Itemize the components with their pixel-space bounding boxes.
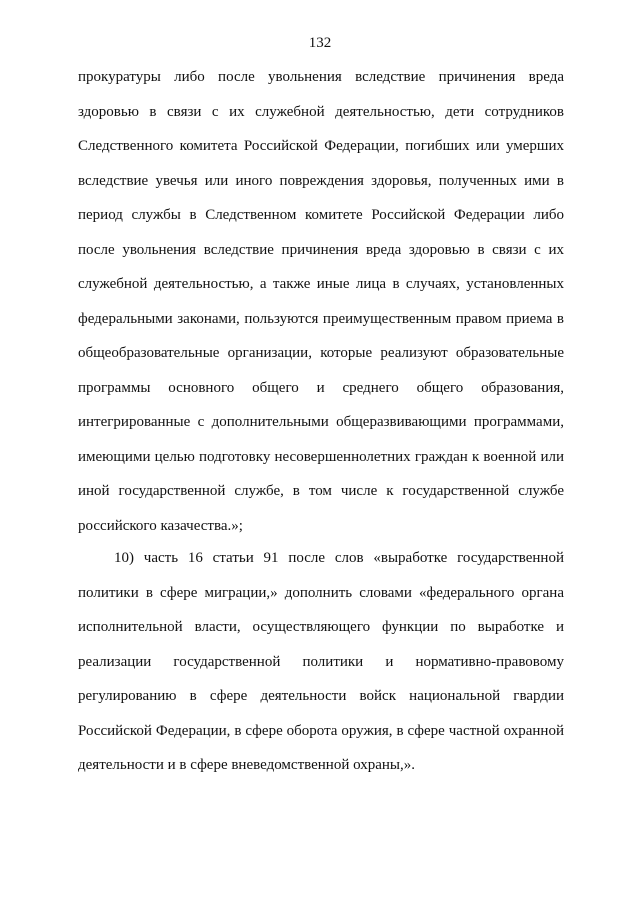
text-line: политики в сфере миграции,» дополнить словами «федерального органа	[78, 584, 564, 601]
text-line: федеральными законами, пользуются преимущественным правом приема в	[78, 310, 564, 327]
text-line: после увольнения вследствие причинения вреда здоровью в связи с их	[78, 241, 564, 258]
paragraph-item-10	[78, 541, 564, 783]
text-line: здоровью в связи с их служебной деятельностью, дети сотрудников	[78, 103, 564, 120]
text-line: исполнительной власти, осуществляющего функции по выработке и	[78, 619, 564, 635]
text-line: деятельности и в сфере вневедомственной охраны,».	[78, 757, 416, 773]
text-line: интегрированные с дополнительными общеразвивающими программами,	[78, 414, 564, 430]
text-line: Следственного комитета Российской Федерации, погибших или умерших	[78, 138, 564, 154]
text-line: прокуратуры либо после увольнения вследствие причинения вреда	[78, 69, 564, 85]
text-line: регулированию в сфере деятельности войск национальной гвардии	[78, 688, 564, 704]
text-line: служебной деятельностью, а также иные лица в случаях, установленных	[78, 276, 564, 292]
text-line: реализации государственной политики и нормативно-правовому	[78, 653, 564, 670]
paragraph-continuation	[78, 60, 564, 543]
text-line: общеобразовательные организации, которые реализуют образовательные	[78, 345, 564, 361]
text-line: вследствие увечья или иного повреждения здоровья, полученных ими в	[78, 172, 564, 189]
text-line: Российской Федерации, в сфере оборота оружия, в сфере частной охранной	[78, 722, 564, 739]
page-number: 132	[308, 35, 332, 51]
text-line: 10) часть 16 статьи 91 после слов «выработке государственной	[114, 550, 564, 566]
text-line: имеющими целью подготовку несовершеннолетних граждан к военной или	[78, 448, 564, 465]
text-line: период службы в Следственном комитете Российской Федерации либо	[78, 207, 564, 223]
text-line: российского казачества.»;	[78, 517, 243, 534]
text-line: иной государственной службе, в том числе к государственной службе	[78, 483, 564, 499]
text-line: программы основного общего и среднего общего образования,	[78, 379, 564, 396]
